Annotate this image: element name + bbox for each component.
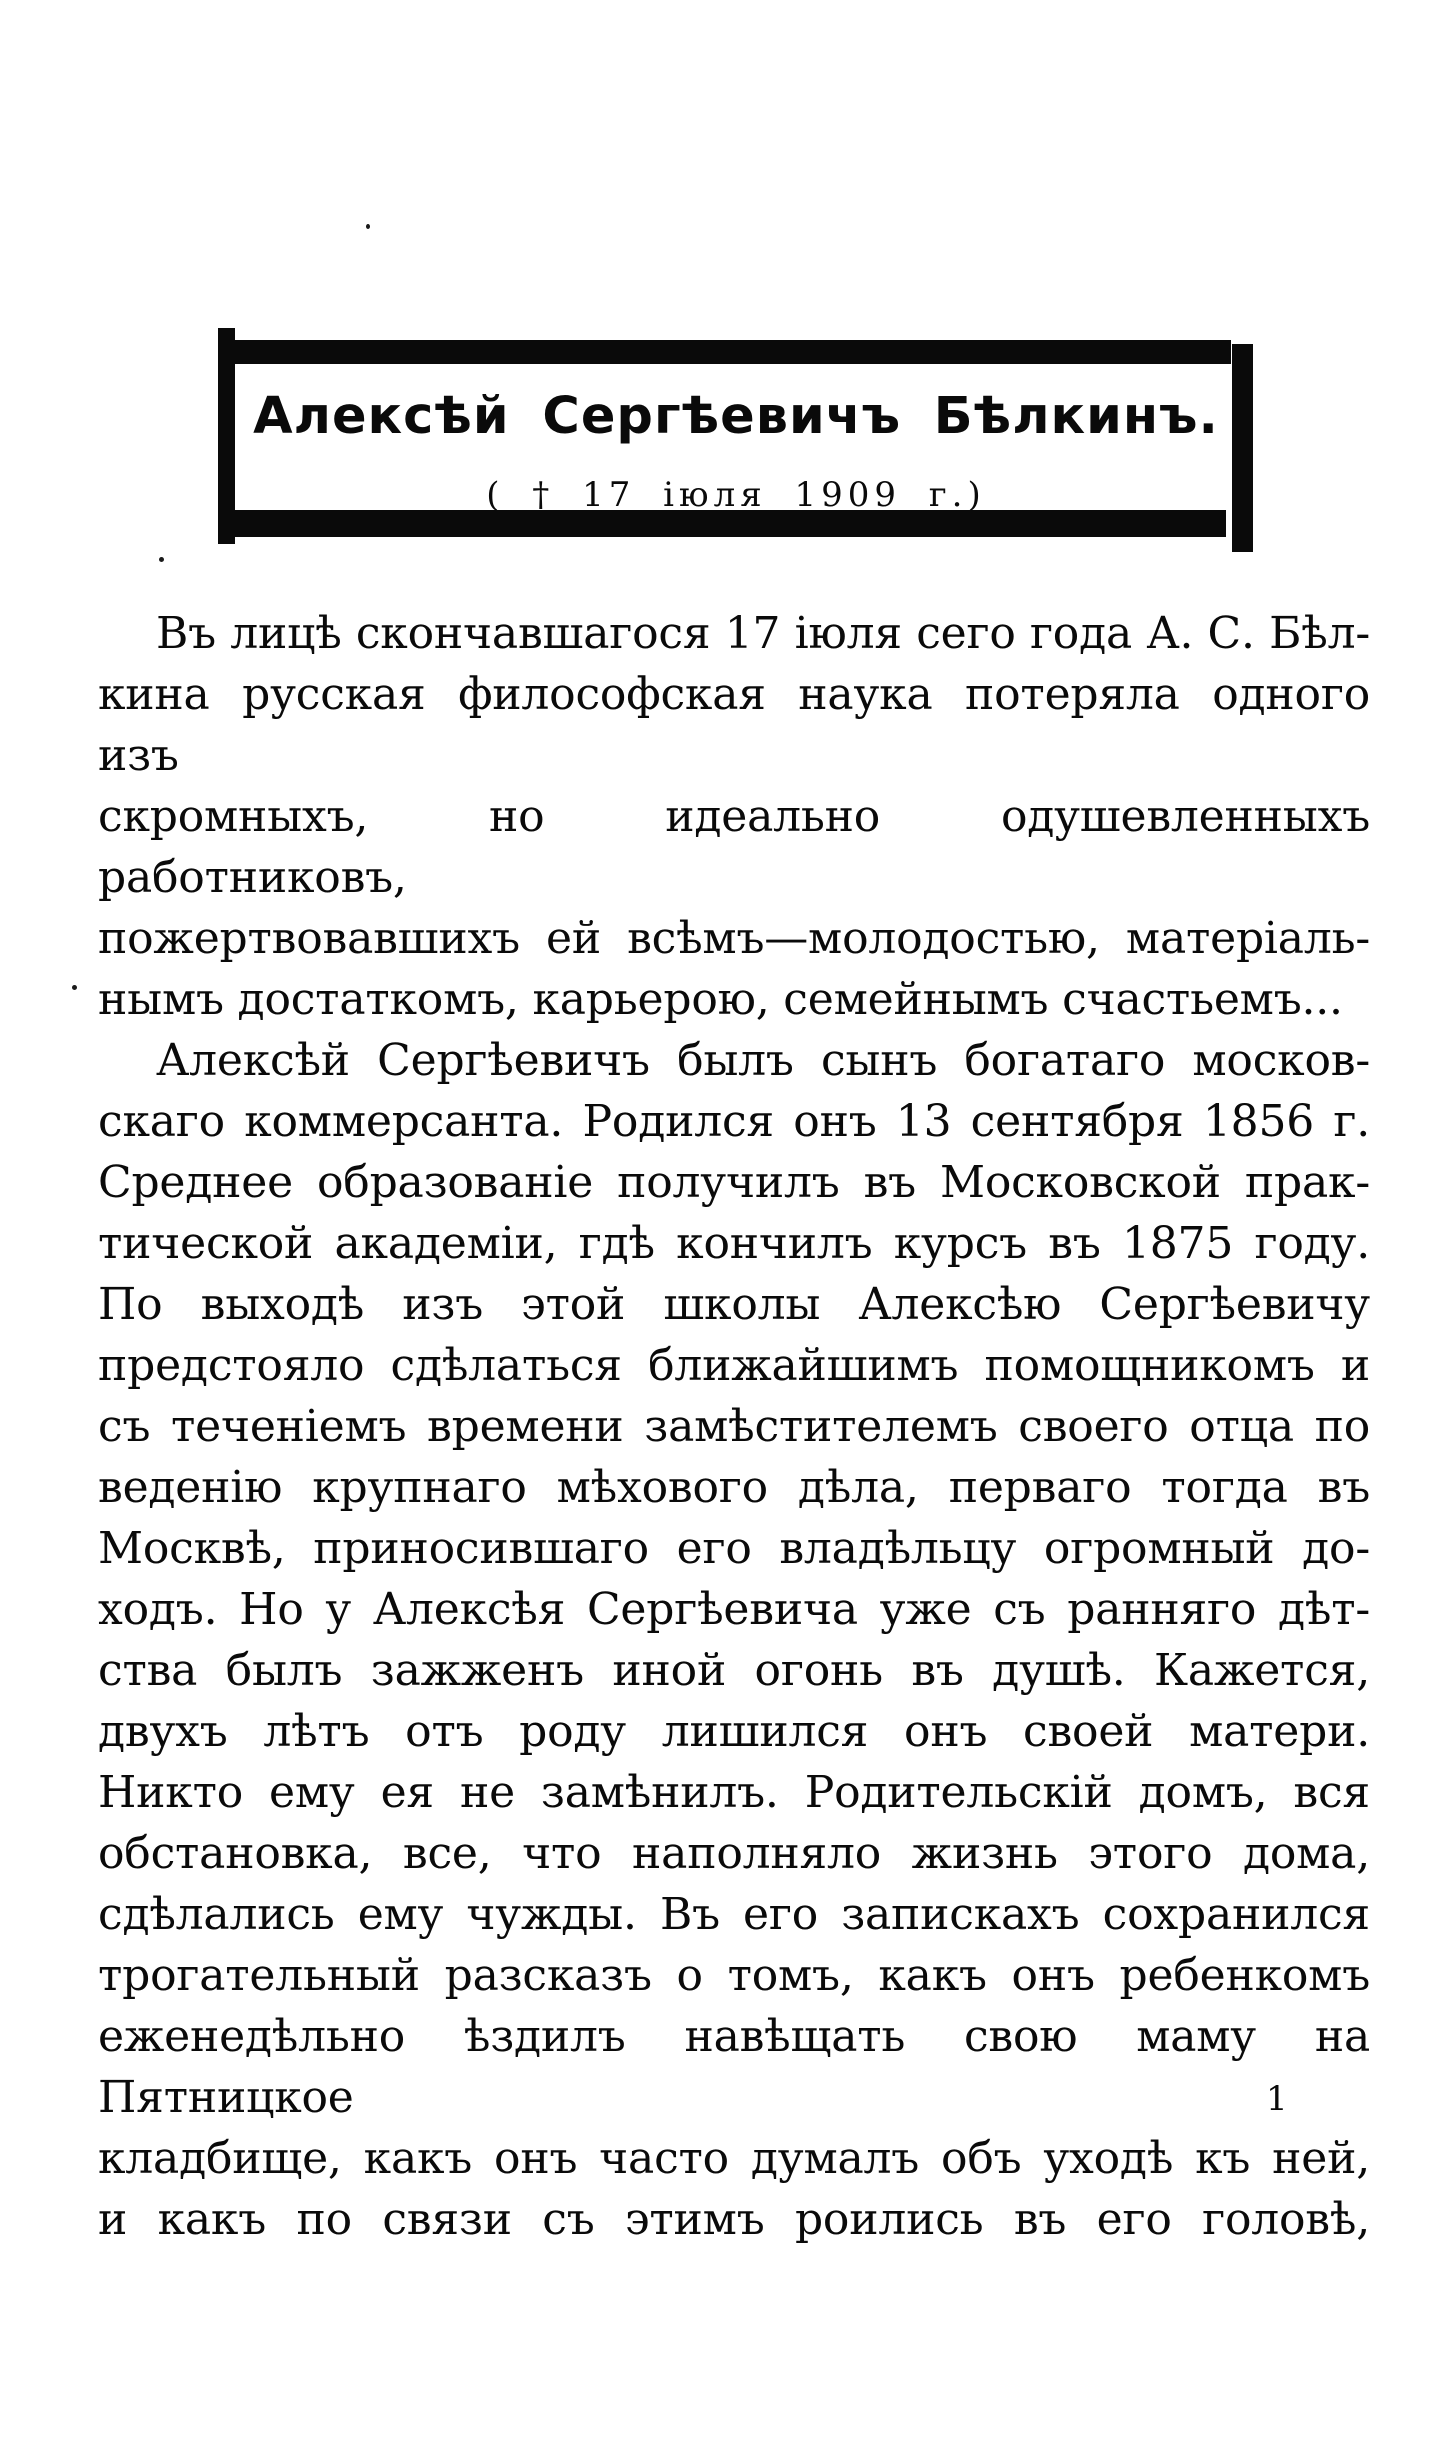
scan-speck (159, 557, 164, 562)
signature-mark: 1 (1266, 2079, 1288, 2119)
body-line-p2-16: трогательный разсказъ о томъ, какъ онъ ребенкомъ (98, 1950, 1370, 2001)
body-line-p2-1: Алексѣй Сергѣевичъ былъ сынъ богатаго москов- (156, 1035, 1370, 1086)
body-line-p1-5: нымъ достаткомъ, карьерою, семейнымъ счастьемъ... (98, 974, 1343, 1025)
body-line-p2-11: ства былъ зажженъ иной огонь въ душѣ. Кажется, (98, 1645, 1370, 1696)
body-line-p2-18: кладбище, какъ онъ часто думалъ объ уходѣ къ ней, (98, 2133, 1370, 2184)
body-line-p2-13: Никто ему ея не замѣнилъ. Родительскій домъ, вся (98, 1767, 1370, 1818)
title-frame (218, 330, 1253, 540)
body-line-p1-3: скромныхъ, но идеально одушевленныхъ работниковъ, (98, 791, 1370, 903)
body-line-p2-4: тической академіи, гдѣ кончилъ курсъ въ 1875 году. (98, 1218, 1370, 1269)
body-line-p2-5: По выходѣ изъ этой школы Алексѣю Сергѣевичу (98, 1279, 1370, 1330)
body-line-p2-14: обстановка, все, что наполняло жизнь этого дома, (98, 1828, 1370, 1879)
body-line-p2-7: съ теченіемъ времени замѣстителемъ своего отца по (98, 1401, 1370, 1452)
frame-top-rule (231, 340, 1231, 364)
body-line-p2-2: скаго коммерсанта. Родился онъ 13 сентября 1856 г. (98, 1096, 1370, 1147)
body-line-p2-6: предстояло сдѣлаться ближайшимъ помощникомъ и (98, 1340, 1370, 1391)
body-line-p2-8: веденію крупнаго мѣхового дѣла, перваго тогда въ (98, 1462, 1370, 1513)
obituary-death-date: ( † 17 іюля 1909 г.) (486, 475, 986, 515)
scan-speck (366, 224, 370, 229)
body-line-p2-10: ходъ. Но у Алексѣя Сергѣевича уже съ ранняго дѣт- (98, 1584, 1370, 1635)
body-line-p2-3: Среднее образованіе получилъ въ Московской прак- (98, 1157, 1370, 1208)
body-line-p2-17: еженедѣльно ѣздилъ навѣщать свою маму на Пятницкое (98, 2011, 1370, 2123)
obituary-title: Алексѣй Сергѣевичъ Бѣлкинъ. (253, 387, 1219, 446)
scan-speck (72, 985, 77, 990)
body-line-p2-12: двухъ лѣтъ отъ роду лишился онъ своей матери. (98, 1706, 1370, 1757)
obituary-body (98, 603, 1370, 2250)
body-line-p2-15: сдѣлались ему чужды. Въ его запискахъ сохранился (98, 1889, 1370, 1940)
body-line-p1-1: Въ лицѣ скончавшагося 17 іюля сего года А. С. Бѣл- (156, 608, 1370, 659)
body-line-p2-19: и какъ по связи съ этимъ роились въ его головѣ, (98, 2194, 1370, 2245)
body-line-p2-9: Москвѣ, приносившаго его владѣльцу огромный до- (98, 1523, 1370, 1574)
body-line-p1-4: пожертвовавшихъ ей всѣмъ—молодостью, матеріаль- (98, 913, 1370, 964)
body-line-p1-2: кина русская философская наука потеряла одного изъ (98, 669, 1370, 781)
frame-right-rule (1232, 344, 1253, 552)
